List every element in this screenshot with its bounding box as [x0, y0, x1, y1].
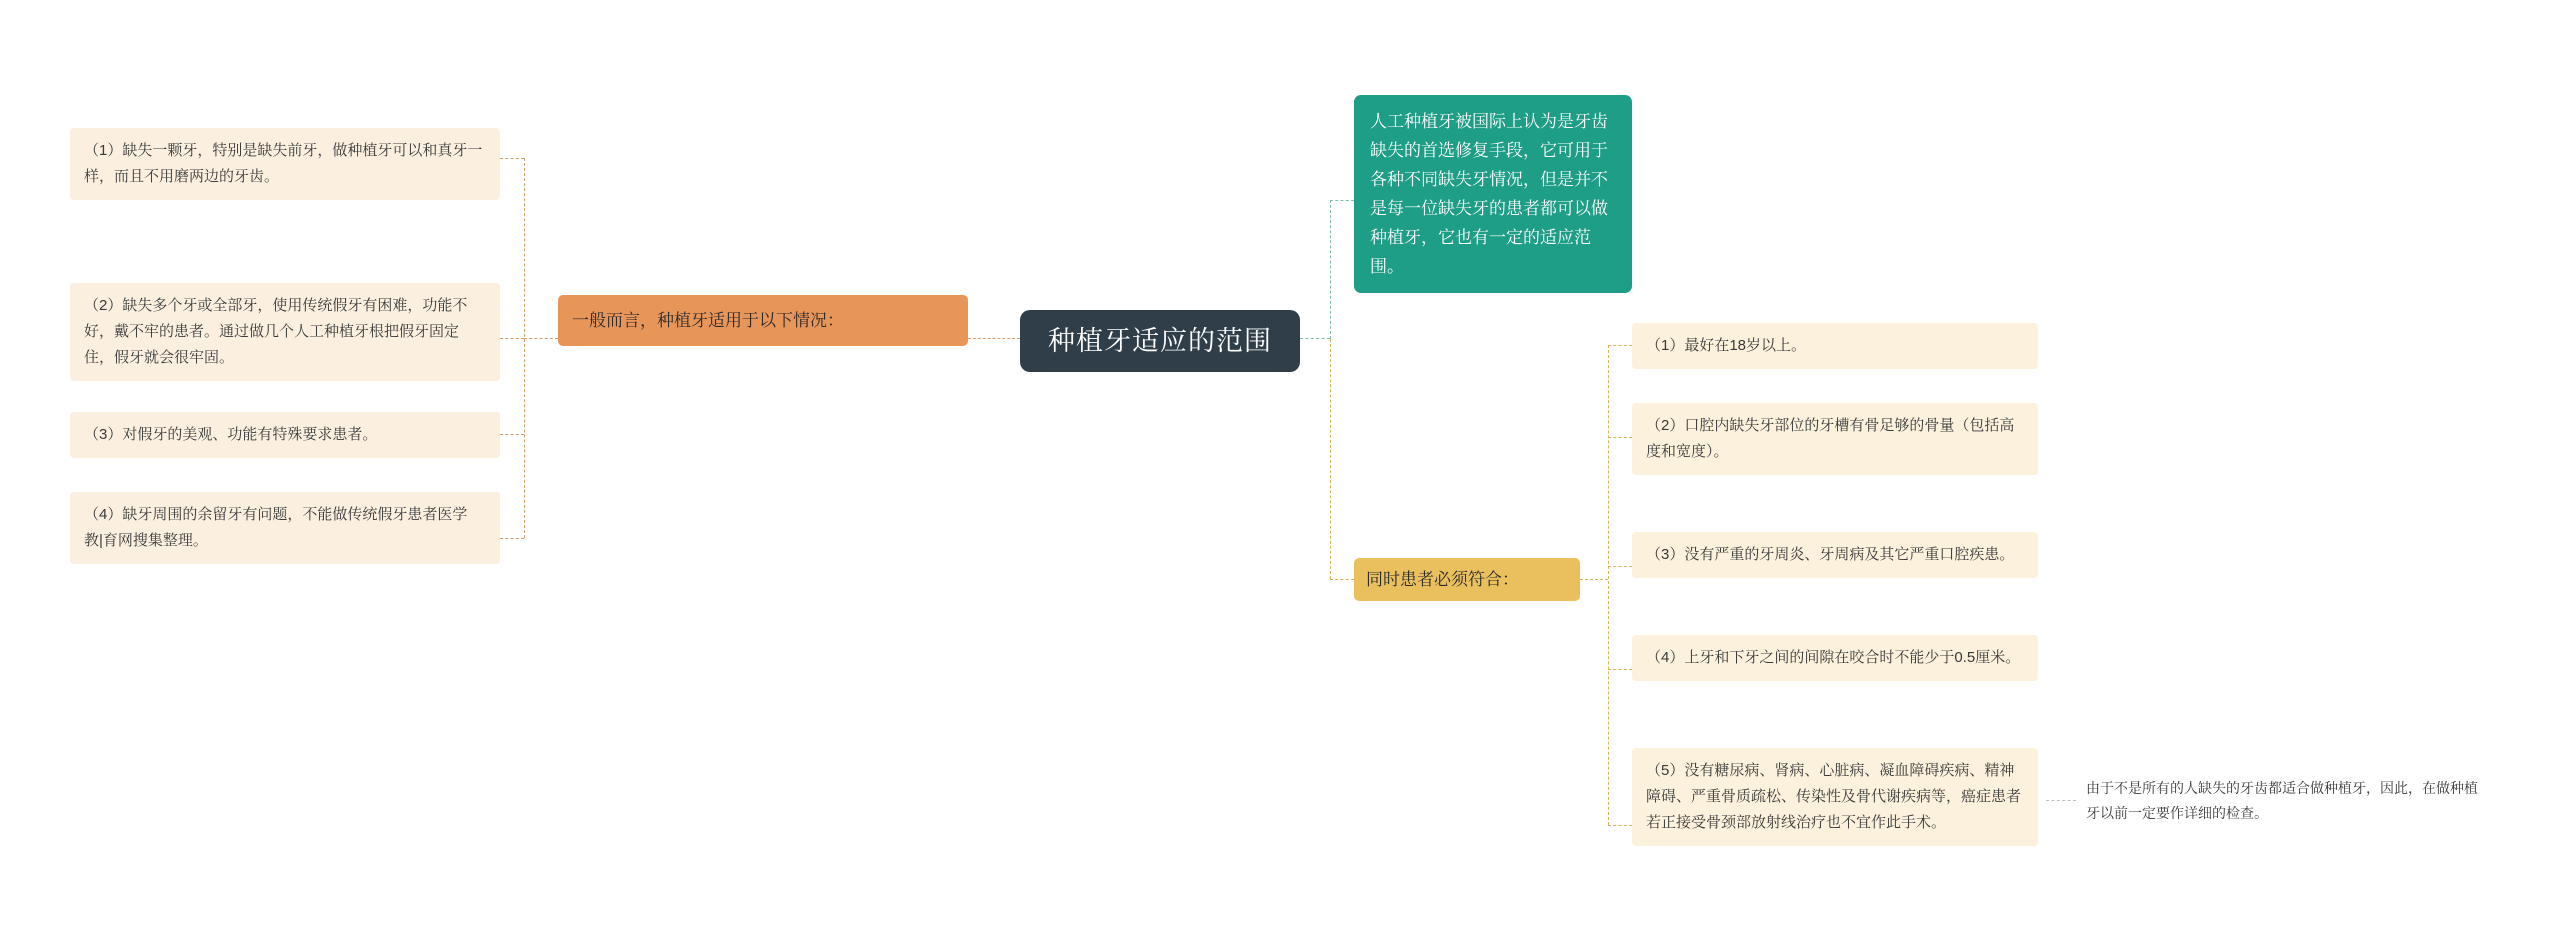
connector-requirements-spine: [1608, 345, 1609, 825]
connector-requirements-horizontal: [1330, 579, 1354, 580]
connector-req-item-2: [1608, 566, 1632, 567]
connector-general-item-1: [500, 338, 524, 339]
branch-requirements-label[interactable]: 同时患者必须符合：: [1354, 558, 1580, 601]
root-node[interactable]: 种植牙适应的范围: [1020, 310, 1300, 372]
connector-req-item-1: [1608, 437, 1632, 438]
connector-root-to-summary-stub: [1300, 338, 1330, 339]
connector-req-item-4: [1608, 825, 1632, 826]
leaf-requirement-4[interactable]: （4）上牙和下牙之间的间隙在咬合时不能少于0.5厘米。: [1632, 635, 2038, 681]
leaf-requirement-1[interactable]: （1）最好在18岁以上。: [1632, 323, 2038, 369]
leaf-general-3[interactable]: （3）对假牙的美观、功能有特殊要求患者。: [70, 412, 500, 458]
connector-req-item-0: [1608, 345, 1632, 346]
connector-note: [2046, 800, 2076, 801]
connector-summary-vertical: [1330, 200, 1331, 339]
connector-req-item-3: [1608, 669, 1632, 670]
connector-general-item-0: [500, 158, 524, 159]
leaf-requirement-2[interactable]: （2）口腔内缺失牙部位的牙槽有骨足够的骨量（包括高度和宽度）。: [1632, 403, 2038, 475]
connector-requirements-to-branch: [1580, 579, 1608, 580]
leaf-requirement-5[interactable]: （5）没有糖尿病、肾病、心脏病、凝血障碍疾病、精神障碍、严重骨质疏松、传染性及骨代谢疾病等，癌症患者若正接受骨颈部放射线治疗也不宜作此手术。: [1632, 748, 2038, 846]
connector-general-item-2: [500, 434, 524, 435]
leaf-requirement-3[interactable]: （3）没有严重的牙周炎、牙周病及其它严重口腔疾患。: [1632, 532, 2038, 578]
note-node[interactable]: 由于不是所有的人缺失的牙齿都适合做种植牙，因此，在做种植牙以前一定要作详细的检查。: [2076, 768, 2496, 834]
branch-general-label[interactable]: 一般而言，种植牙适用于以下情况：: [558, 295, 968, 346]
connector-requirements-vertical: [1330, 339, 1331, 579]
connector-general-spine: [524, 158, 525, 538]
summary-node[interactable]: 人工种植牙被国际上认为是牙齿缺失的首选修复手段，它可用于各种不同缺失牙情况，但是并不是每一位缺失牙的患者都可以做种植牙，它也有一定的适应范围。: [1354, 95, 1632, 293]
connector-root-to-general: [968, 338, 1020, 339]
connector-summary-horizontal: [1330, 200, 1354, 201]
leaf-general-1[interactable]: （1）缺失一颗牙，特别是缺失前牙，做种植牙可以和真牙一样，而且不用磨两边的牙齿。: [70, 128, 500, 200]
connector-general-item-3: [500, 538, 524, 539]
leaf-general-4[interactable]: （4）缺牙周围的余留牙有问题，不能做传统假牙患者医学教|育网搜集整理。: [70, 492, 500, 564]
connector-general-to-branch: [524, 338, 558, 339]
leaf-general-2[interactable]: （2）缺失多个牙或全部牙，使用传统假牙有困难，功能不好，戴不牢的患者。通过做几个人工种植牙根把假牙固定住，假牙就会很牢固。: [70, 283, 500, 381]
